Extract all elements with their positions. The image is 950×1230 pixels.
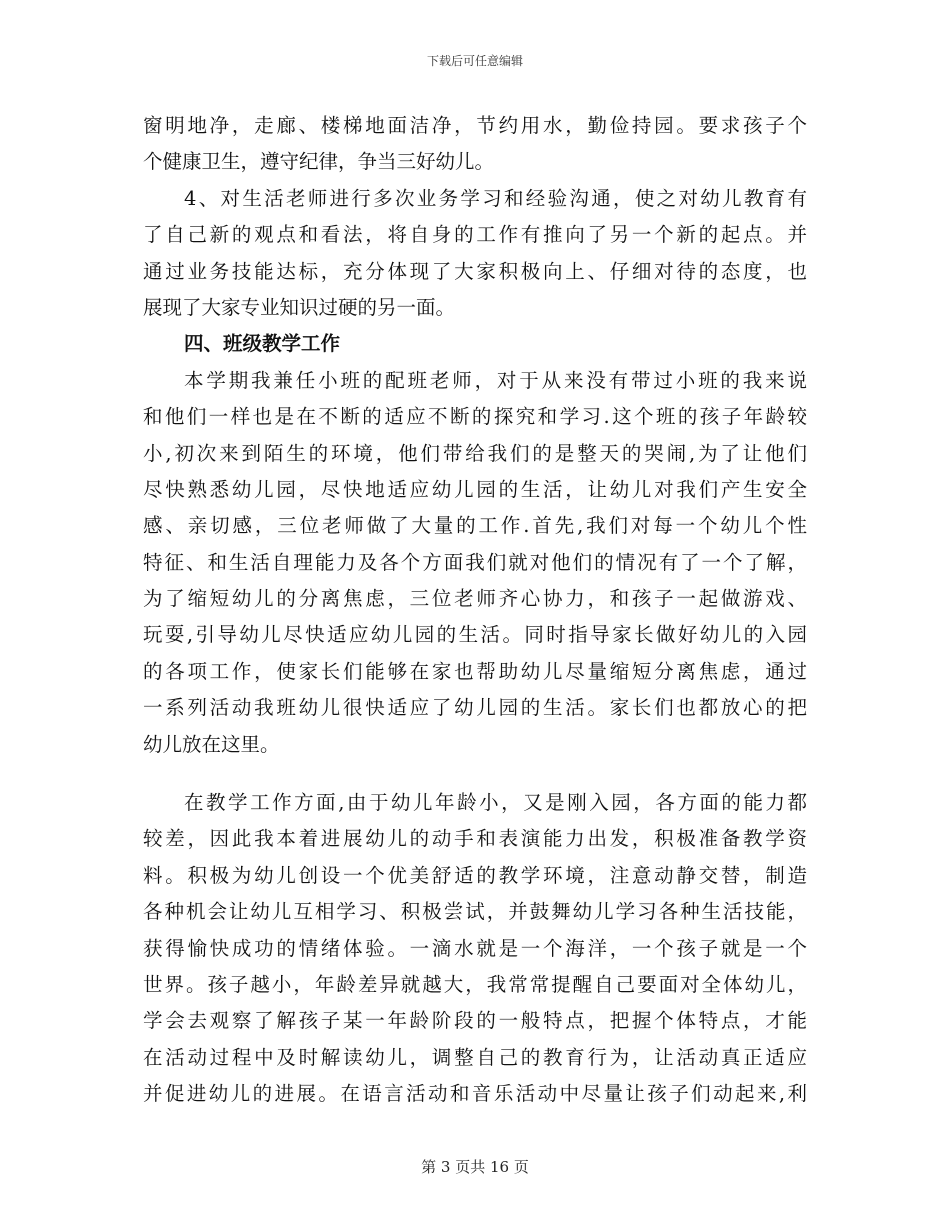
page-number: 第 3 页共 16 页 — [421, 1158, 529, 1176]
body-line: 学会去观察了解孩子某一年龄阶段的一般特点，把握个体特点，才能 — [143, 1009, 807, 1033]
body-line: 特征、和生活自理能力及各个方面我们就对他们的情况有了一个了解， — [143, 550, 807, 574]
body-line: 窗明地净，走廊、楼梯地面洁净，节约用水，勤俭持园。要求孩子个 — [143, 114, 807, 137]
section-heading: 四、班级教学工作 — [184, 332, 341, 356]
body-line: 为了缩短幼儿的分离焦虑，三位老师齐心协力，和孩子一起做游戏、 — [143, 587, 807, 611]
body-line: 各种机会让幼儿互相学习、积极尝试，并鼓舞幼儿学习各种生活技能， — [143, 900, 807, 924]
body-line: 在活动过程中及时解读幼儿，调整自己的教育行为，让活动真正适应 — [143, 1045, 807, 1069]
body-line: 感、亲切感，三位老师做了大量的工作.首先,我们对每一个幼儿个性 — [143, 514, 807, 538]
body-line: 并促进幼儿的进展。在语言活动和音乐活动中尽量让孩子们动起来,利 — [143, 1082, 807, 1106]
body-line: 展现了大家专业知识过硬的另一面。 — [143, 295, 456, 319]
body-line: 的各项工作，使家长们能够在家也帮助幼儿尽量缩短分离焦虑，通过 — [143, 659, 807, 683]
body-line: 和他们一样也是在不断的适应不断的探究和学习.这个班的孩子年龄较 — [143, 405, 807, 429]
body-line: 个健康卫生，遵守纪律，争当三好幼儿。 — [143, 150, 495, 174]
body-line: 较差，因此我本着进展幼儿的动手和表演能力出发，积极准备教学资 — [143, 827, 807, 851]
document-body — [143, 108, 807, 1113]
paragraph-gap — [143, 763, 807, 785]
body-line: 尽快熟悉幼儿园，尽快地适应幼儿园的生活，让幼儿对我们产生安全 — [143, 477, 807, 501]
page-header: 下载后可任意编辑 — [426, 54, 523, 68]
body-line: 获得愉快成功的情绪体验。一滴水就是一个海洋，一个孩子就是一个 — [143, 936, 807, 960]
body-line: 世界。孩子越小，年龄差异就越大，我常常提醒自己要面对全体幼儿， — [143, 972, 807, 996]
body-line: 玩耍,引导幼儿尽快适应幼儿园的生活。同时指导家长做好幼儿的入园 — [143, 623, 807, 647]
body-line: 了自己新的观点和看法，将自身的工作有推向了另一个新的起点。并 — [143, 223, 807, 247]
body-line: 料。积极为幼儿创设一个优美舒适的教学环境，注意动静交替，制造 — [143, 863, 807, 887]
body-line: 幼儿放在这里。 — [143, 732, 280, 756]
body-line: 在教学工作方面,由于幼儿年龄小，又是刚入园，各方面的能力都 — [184, 791, 807, 815]
body-line: 一系列活动我班幼儿很快适应了幼儿园的生活。家长们也都放心的把 — [143, 696, 807, 720]
body-line: 通过业务技能达标，充分体现了大家积极向上、仔细对待的态度，也 — [143, 259, 807, 283]
body-line: 4、对生活老师进行多次业务学习和经验沟通，使之对幼儿教育有 — [184, 186, 807, 210]
body-line: 本学期我兼任小班的配班老师，对于从来没有带过小班的我来说 — [184, 368, 807, 392]
body-line: 小,初次来到陌生的环境，他们带给我们的是整天的哭闹,为了让他们 — [143, 441, 807, 465]
